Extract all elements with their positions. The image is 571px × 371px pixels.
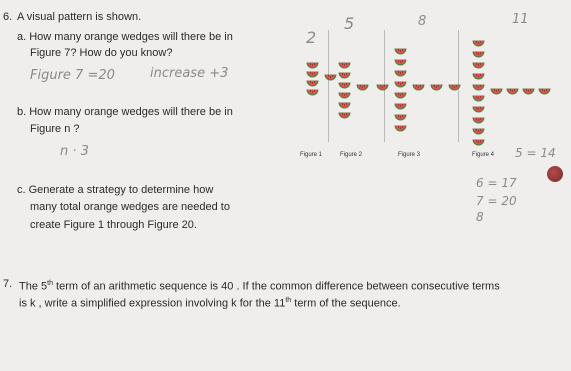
watermelon-wedge-icon xyxy=(472,45,485,52)
watermelon-wedge-icon xyxy=(338,96,351,103)
watermelon-wedge-icon xyxy=(472,100,485,107)
watermelon-wedge-icon xyxy=(506,82,519,89)
watermelon-wedge-icon xyxy=(522,82,535,89)
handwritten-b-answer: n · 3 xyxy=(60,144,89,159)
watermelon-wedge-icon xyxy=(394,42,407,49)
watermelon-wedge-icon xyxy=(490,82,503,89)
q7-line2-pre: is k , write a simplified expression involving k for the 11 xyxy=(19,297,286,310)
question-7-line2 xyxy=(19,294,401,311)
handwritten-count-2: 2 xyxy=(306,28,317,47)
part-c-line3: create Figure 1 through Figure 20. xyxy=(30,219,197,231)
watermelon-wedge-icon xyxy=(472,133,485,140)
watermelon-wedge-icon xyxy=(306,83,319,90)
q7-line1-sup: th xyxy=(47,280,53,287)
part-c-line1: c. Generate a strategy to determine how xyxy=(17,184,214,196)
watermelon-wedge-icon xyxy=(394,97,407,104)
handwritten-count-8: 8 xyxy=(418,14,427,29)
question-6-intro: A visual pattern is shown. xyxy=(17,11,142,23)
handwritten-note-6: 6 = 17 xyxy=(476,176,517,190)
watermelon-wedge-icon xyxy=(472,122,485,129)
watermelon-wedge-icon xyxy=(448,78,461,85)
figure-4-label: Figure 4 xyxy=(472,152,495,158)
watermelon-wedge-icon xyxy=(306,74,319,81)
pointer-dot xyxy=(547,166,563,182)
figure-3-label: Figure 3 xyxy=(398,152,421,158)
watermelon-wedge-icon xyxy=(394,108,407,115)
watermelon-wedge-icon xyxy=(538,82,551,89)
watermelon-wedge-icon xyxy=(306,56,319,63)
watermelon-wedge-icon xyxy=(412,78,425,85)
watermelon-wedge-icon xyxy=(376,78,389,85)
watermelon-wedge-icon xyxy=(472,111,485,118)
handwritten-count-5: 5 xyxy=(344,14,355,33)
q7-line2-post: term of the sequence. xyxy=(291,297,401,310)
handwritten-note-8: 8 xyxy=(476,210,484,224)
watermelon-wedge-icon xyxy=(338,86,351,93)
watermelon-wedge-icon xyxy=(394,53,407,60)
handwritten-a-answer: Figure 7 =20 xyxy=(30,68,115,83)
question-7-number: 7. xyxy=(3,278,13,290)
handwritten-note-5: 5 = 14 xyxy=(515,146,556,160)
figure-2-label: Figure 2 xyxy=(340,152,363,158)
q7-line2-sup: th xyxy=(285,297,292,304)
watermelon-wedge-icon xyxy=(338,76,351,83)
watermelon-wedge-icon xyxy=(356,78,369,85)
watermelon-wedge-icon xyxy=(472,78,485,85)
handwritten-count-11: 11 xyxy=(512,12,529,27)
part-a-line2: Figure 7? How do you know? xyxy=(30,47,173,59)
watermelon-wedge-icon xyxy=(394,64,407,71)
watermelon-wedge-icon xyxy=(338,106,351,113)
handwritten-note-7: 7 = 20 xyxy=(476,194,517,208)
watermelon-wedge-icon xyxy=(394,119,407,126)
watermelon-wedge-icon xyxy=(394,86,407,93)
figure-separator-1 xyxy=(328,30,329,142)
part-a-line1: a. How many orange wedges will there be in xyxy=(17,31,233,43)
watermelon-wedge-icon xyxy=(430,78,443,85)
part-b-line1: b. How many orange wedges will there be in xyxy=(17,106,233,118)
handwritten-a-reason: increase +3 xyxy=(150,66,229,81)
part-b-line2: Figure n ? xyxy=(30,123,80,135)
watermelon-wedge-icon xyxy=(394,75,407,82)
watermelon-wedge-icon xyxy=(306,65,319,72)
figure-1-label: Figure 1 xyxy=(300,152,323,158)
watermelon-wedge-icon xyxy=(472,34,485,41)
question-7-line1 xyxy=(19,277,500,294)
part-c-line2: many total orange wedges are needed to xyxy=(30,201,230,213)
watermelon-wedge-icon xyxy=(472,89,485,96)
watermelon-wedge-icon xyxy=(472,56,485,63)
q7-line1-pre: The 5 xyxy=(19,280,48,293)
question-6-number: 6. xyxy=(3,11,13,23)
watermelon-wedge-icon xyxy=(472,67,485,74)
watermelon-wedge-icon xyxy=(338,66,351,73)
watermelon-wedge-icon xyxy=(324,68,337,75)
watermelon-wedge-icon xyxy=(338,56,351,63)
q7-line1-post: term of an arithmetic sequence is 40 . If the common difference between consecutive terms xyxy=(52,280,500,293)
